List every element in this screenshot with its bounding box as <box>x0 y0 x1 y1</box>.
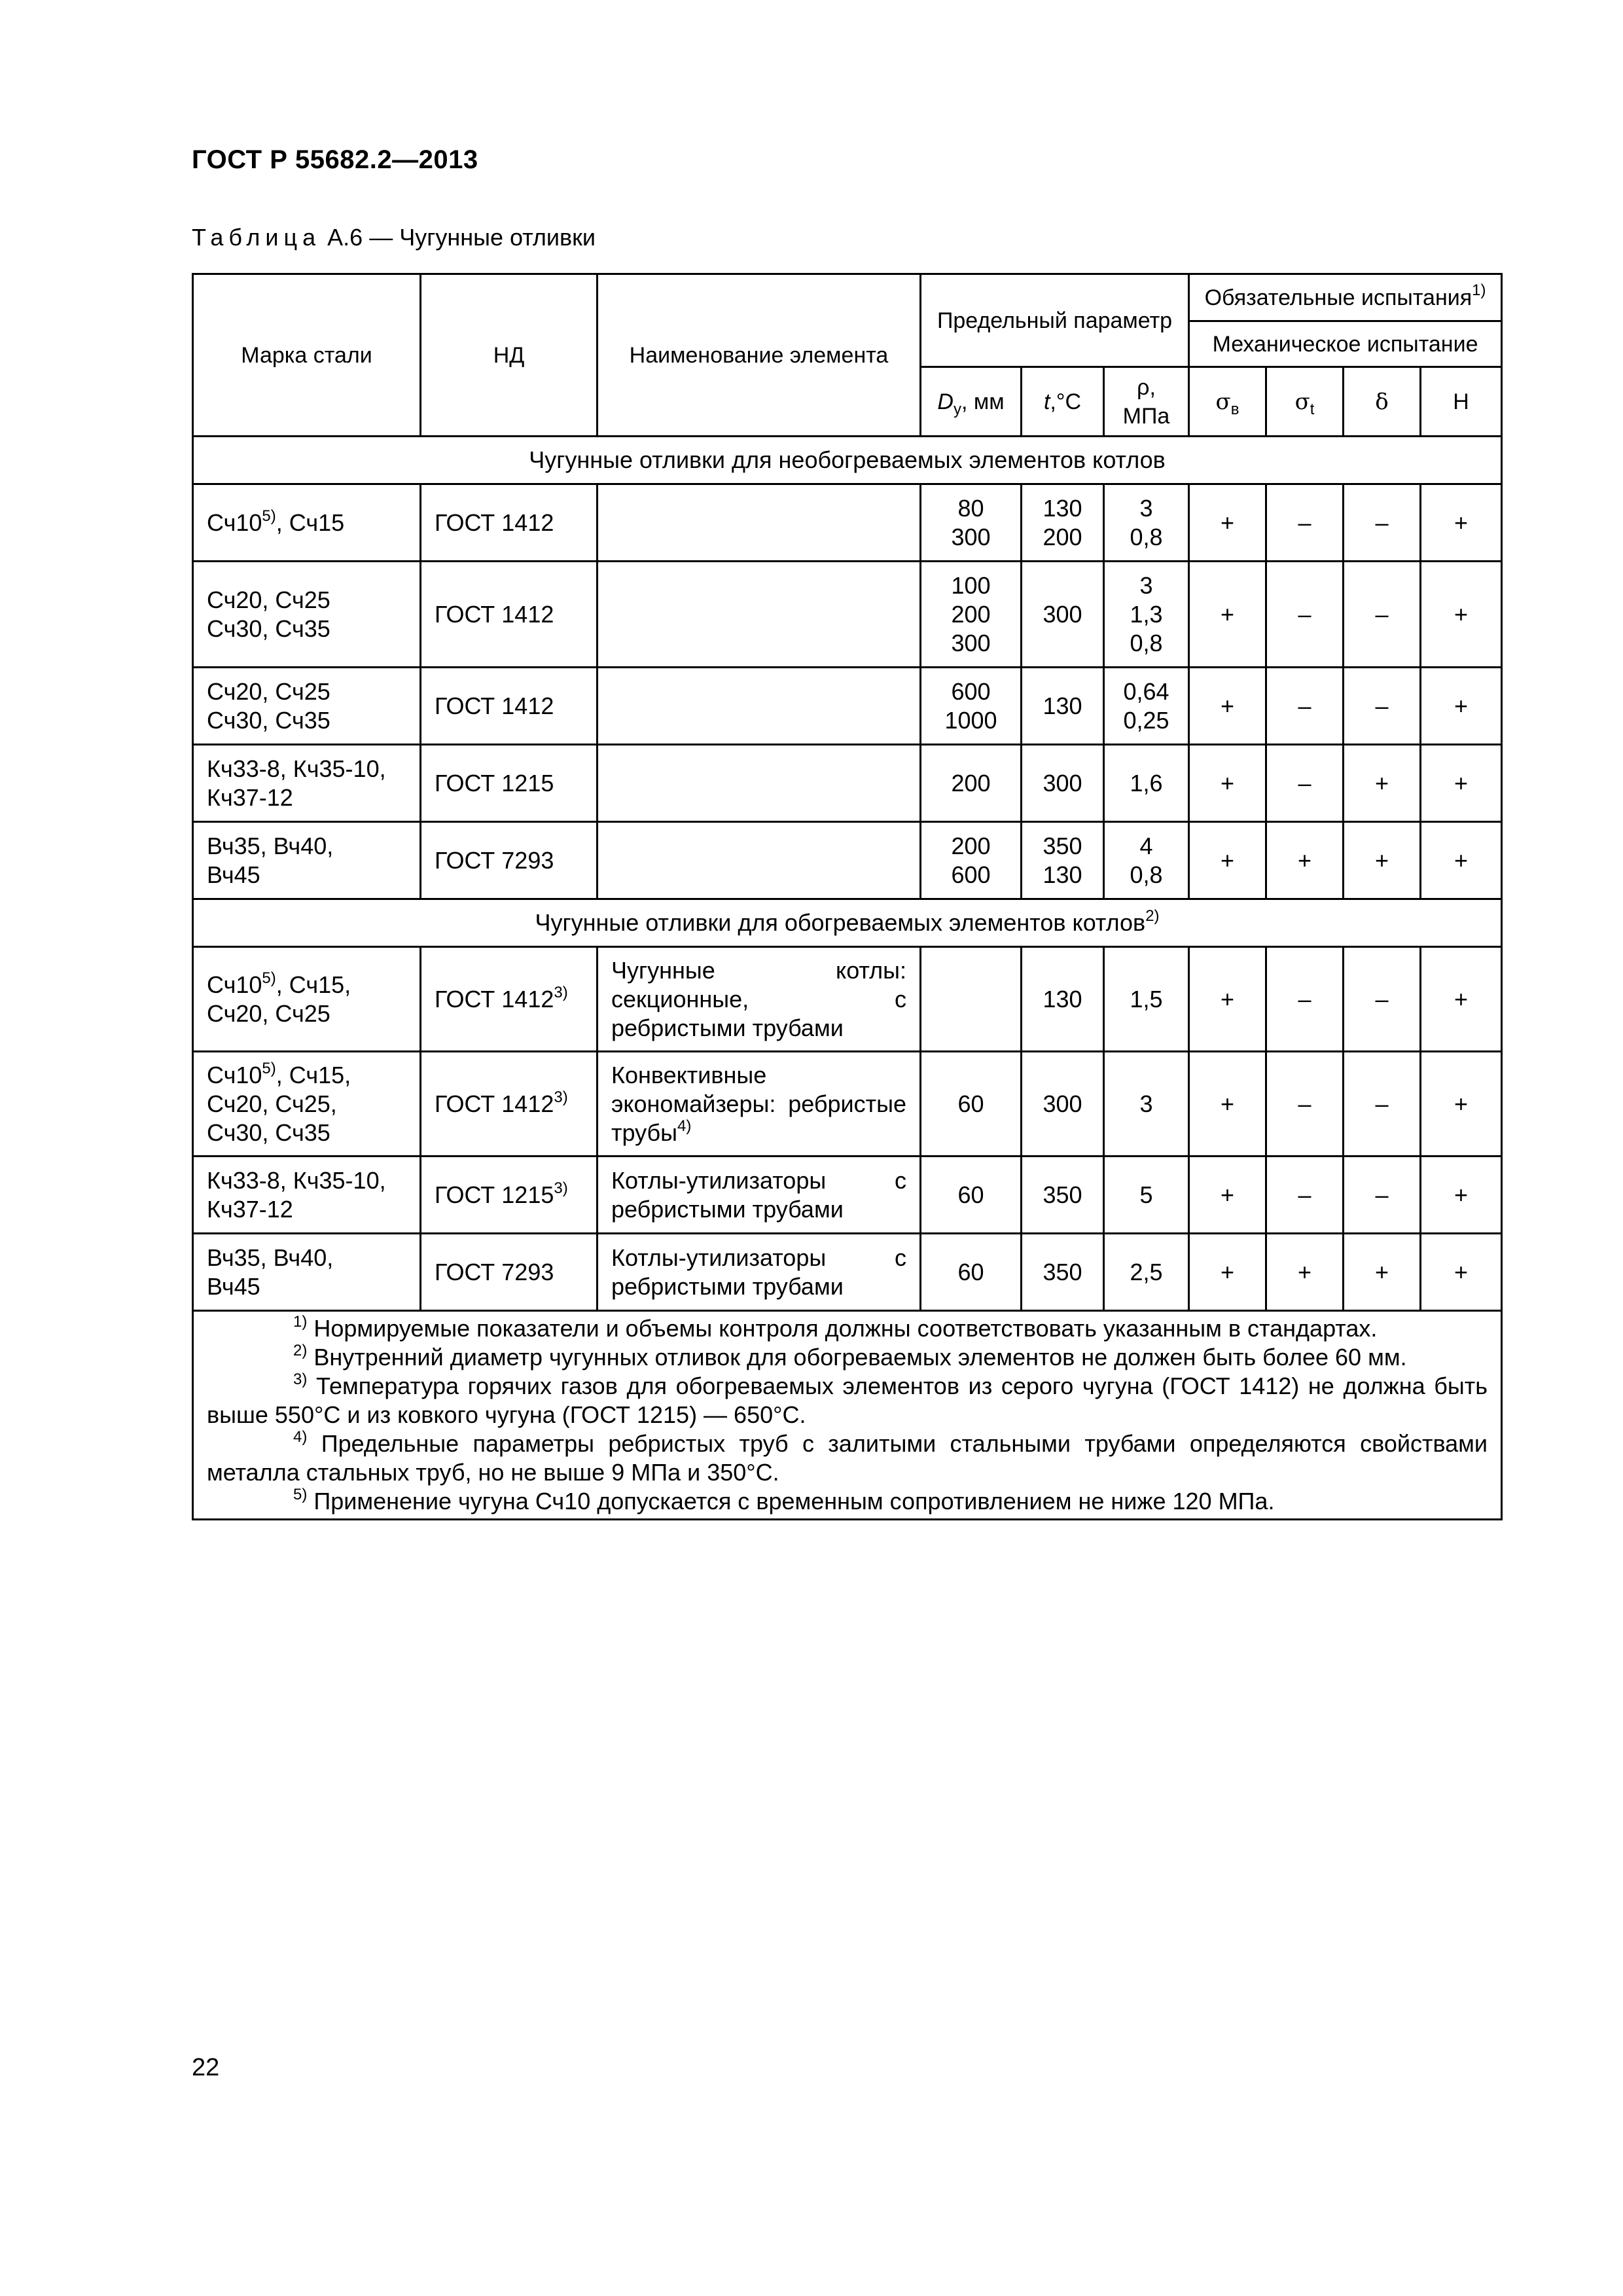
nd-text: ГОСТ 1412 <box>435 1090 554 1117</box>
cell-h: + <box>1421 668 1502 745</box>
table-caption <box>192 224 596 251</box>
cell-delta: + <box>1344 745 1421 822</box>
cell-sigma-t: – <box>1266 1157 1344 1234</box>
footnote-ref: 1) <box>1472 281 1486 300</box>
grade-text: , Сч15 <box>276 509 345 536</box>
cell-dy <box>921 745 1022 822</box>
cell-dy <box>921 484 1022 562</box>
header-element: Наименование элемента <box>597 274 921 437</box>
value-line: 80 <box>957 494 984 522</box>
value-line: 130 <box>1043 861 1082 888</box>
section-title-text: Чугунные отливки для обогреваемых элементов котлов <box>535 909 1146 936</box>
nd-text: ГОСТ 1412 <box>435 985 554 1013</box>
value-line: 0,8 <box>1130 861 1163 888</box>
cell-sigma-b: + <box>1189 484 1266 562</box>
cell-delta: – <box>1344 1157 1421 1234</box>
header-sigma-b <box>1189 367 1266 437</box>
value-line: 130 <box>1043 692 1082 719</box>
nd-text: ГОСТ 1215 <box>435 1181 554 1208</box>
cell-grade <box>193 1234 421 1311</box>
nd-text: ГОСТ 7293 <box>435 1258 554 1285</box>
cell-h: + <box>1421 745 1502 822</box>
footnote <box>207 1372 1488 1429</box>
header-sigma-b-symbol: σ <box>1215 388 1231 415</box>
table-row <box>193 1234 1502 1311</box>
cell-p: 5 <box>1104 1157 1189 1234</box>
footnote-text: Температура горячих газов для обогреваемых элементов из серого чугуна (ГОСТ 1412) не должна быть выше 550°С и из ковкого чугуна (ГОСТ 1215) — 650°С. <box>207 1372 1488 1428</box>
cell-element <box>597 1052 921 1157</box>
cell-h: + <box>1421 1234 1502 1311</box>
cell-dy: 60 <box>921 1052 1022 1157</box>
cell-element <box>597 668 921 745</box>
cell-nd: ГОСТ 1215 <box>421 745 597 822</box>
grade-text: Сч10 <box>207 971 262 998</box>
header-sigma-t <box>1266 367 1344 437</box>
cell-sigma-t: – <box>1266 484 1344 562</box>
header-mandatory-tests-text: Обязательные испытания <box>1204 285 1472 310</box>
value-line: 3 <box>1139 494 1153 522</box>
value-line: 350 <box>1043 832 1082 859</box>
header-mandatory-tests <box>1189 274 1502 321</box>
grade-line <box>207 1061 406 1090</box>
header-grade: Марка стали <box>193 274 421 437</box>
grade-line: Сч20, Сч25 <box>207 586 330 613</box>
cell-p <box>1104 822 1189 899</box>
cell-t <box>1022 745 1104 822</box>
cell-h: + <box>1421 562 1502 668</box>
cast-iron-table <box>192 273 1503 1520</box>
table-row <box>193 668 1502 745</box>
value-line: 1,3 <box>1130 600 1163 628</box>
footnote-mark: 5) <box>293 1486 308 1503</box>
grade-text: Сч10 <box>207 1061 262 1088</box>
footnote-ref: 5) <box>262 507 276 525</box>
value-line: 200 <box>951 600 991 628</box>
cell-element <box>597 562 921 668</box>
cell-sigma-b: + <box>1189 668 1266 745</box>
footnote-ref: 3) <box>554 983 568 1001</box>
cell-h: + <box>1421 484 1502 562</box>
cell-nd <box>421 1157 597 1234</box>
cell-nd <box>421 947 597 1052</box>
footnote-ref: 3) <box>554 1088 568 1106</box>
value-line: 300 <box>1043 600 1082 628</box>
element-text: Котлы-утилизаторы с ребристыми трубами <box>611 1244 906 1300</box>
cell-dy <box>921 668 1022 745</box>
value-line: 0,8 <box>1130 629 1163 656</box>
header-dy <box>921 367 1022 437</box>
grade-line <box>207 971 406 999</box>
cell-sigma-t: – <box>1266 947 1344 1052</box>
cell-nd: ГОСТ 1412 <box>421 484 597 562</box>
cell-dy <box>921 947 1022 1052</box>
footnote-mark: 3) <box>293 1371 308 1388</box>
footnote-mark: 4) <box>293 1428 308 1446</box>
cell-grade <box>193 745 421 822</box>
cell-p: 3 <box>1104 1052 1189 1157</box>
value-line: 300 <box>1043 769 1082 797</box>
footnote-text: Внутренний диаметр чугунных отливок для обогреваемых элементов не должен быть более 60 мм. <box>307 1344 1407 1371</box>
cell-sigma-b: + <box>1189 947 1266 1052</box>
grade-line: Кч33-8, Кч35-10, <box>207 1166 386 1194</box>
cell-t: 350 <box>1022 1157 1104 1234</box>
value-line: 0,25 <box>1123 706 1169 734</box>
cell-grade <box>193 562 421 668</box>
footnote-mark: 1) <box>293 1313 308 1331</box>
cell-dy: 60 <box>921 1234 1022 1311</box>
cell-dy <box>921 822 1022 899</box>
header-dy-unit: , мм <box>961 389 1005 414</box>
cell-nd: ГОСТ 1412 <box>421 562 597 668</box>
table-row <box>193 484 1502 562</box>
table-row <box>193 1157 1502 1234</box>
cell-element <box>597 484 921 562</box>
cell-sigma-t: + <box>1266 1234 1344 1311</box>
element-text: Конвективные экономайзеры: ребристые трубы <box>611 1061 906 1146</box>
footnote <box>207 1314 1488 1343</box>
cell-element <box>597 1234 921 1311</box>
header-limit-param: Предельный параметр <box>921 274 1189 367</box>
page-number: 22 <box>192 2054 220 2081</box>
cell-h: + <box>1421 947 1502 1052</box>
cell-sigma-b: + <box>1189 562 1266 668</box>
cell-delta: – <box>1344 1052 1421 1157</box>
cell-nd: ГОСТ 7293 <box>421 822 597 899</box>
grade-text: Сч10 <box>207 509 262 536</box>
table-row <box>193 822 1502 899</box>
cell-h: + <box>1421 822 1502 899</box>
grade-line: Кч37-12 <box>207 783 293 811</box>
footnote <box>207 1343 1488 1372</box>
cell-dy: 60 <box>921 1157 1022 1234</box>
header-p-symbol: ρ, <box>1137 374 1156 400</box>
caption-label: Таблица <box>192 224 321 251</box>
footnote-mark: 2) <box>293 1342 308 1359</box>
cell-sigma-t: – <box>1266 745 1344 822</box>
table-row <box>193 1052 1502 1157</box>
table-row <box>193 947 1502 1052</box>
header-sigma-t-subscript: t <box>1310 400 1315 418</box>
document-header: ГОСТ Р 55682.2—2013 <box>192 145 478 174</box>
header-sigma-t-symbol: σ <box>1294 388 1310 415</box>
header-nd: НД <box>421 274 597 437</box>
grade-text: , Сч15, <box>276 1061 351 1088</box>
cell-t: 350 <box>1022 1234 1104 1311</box>
cell-sigma-b: + <box>1189 745 1266 822</box>
grade-text: , Сч15, <box>276 971 351 998</box>
cell-delta: + <box>1344 1234 1421 1311</box>
cell-sigma-b: + <box>1189 1157 1266 1234</box>
cell-element <box>597 822 921 899</box>
cell-t <box>1022 822 1104 899</box>
table-row <box>193 562 1502 668</box>
cell-t: 130 <box>1022 947 1104 1052</box>
header-sigma-b-subscript: в <box>1230 400 1240 418</box>
footnote-ref: 5) <box>262 1059 276 1077</box>
cell-delta: – <box>1344 947 1421 1052</box>
cell-h: + <box>1421 1052 1502 1157</box>
section-title-unheated: Чугунные отливки для необогреваемых элементов котлов <box>193 437 1502 484</box>
grade-line: Сч30, Сч35 <box>207 1119 330 1146</box>
element-text: Котлы-утилизаторы с ребристыми трубами <box>611 1166 906 1223</box>
cell-p <box>1104 562 1189 668</box>
grade-line: Сч20, Сч25 <box>207 677 330 705</box>
value-line: 1000 <box>944 706 997 734</box>
cell-grade <box>193 1052 421 1157</box>
value-line: 600 <box>951 677 991 705</box>
cell-delta: + <box>1344 822 1421 899</box>
value-line: 200 <box>951 769 991 797</box>
header-t <box>1022 367 1104 437</box>
footnote-ref: 3) <box>554 1179 568 1197</box>
header-p-unit: МПа <box>1122 403 1170 429</box>
grade-line: Вч35, Вч40, <box>207 1244 334 1271</box>
grade-line: Сч20, Сч25 <box>207 999 330 1027</box>
value-line: 200 <box>951 832 991 859</box>
cell-sigma-b: + <box>1189 1234 1266 1311</box>
cell-dy <box>921 562 1022 668</box>
footnote-text: Предельные параметры ребристых труб с залитыми стальными трубами определяются свойствами металла стальных труб, но не выше 9 МПа и 350°С. <box>207 1430 1488 1486</box>
grade-line: Кч33-8, Кч35-10, <box>207 755 386 782</box>
cell-p <box>1104 745 1189 822</box>
cell-delta: – <box>1344 484 1421 562</box>
value-line: 200 <box>1043 523 1082 550</box>
value-line: 130 <box>1043 494 1082 522</box>
cell-nd <box>421 1052 597 1157</box>
cell-sigma-b: + <box>1189 1052 1266 1157</box>
cell-t: 300 <box>1022 1052 1104 1157</box>
footnote-text: Применение чугуна Сч10 допускается с временным сопротивлением не ниже 120 МПа. <box>307 1488 1275 1515</box>
grade-line: Сч30, Сч35 <box>207 615 330 642</box>
cell-grade <box>193 484 421 562</box>
value-line: 300 <box>951 523 991 550</box>
cell-h: + <box>1421 1157 1502 1234</box>
cell-nd: ГОСТ 1412 <box>421 668 597 745</box>
cell-delta: – <box>1344 562 1421 668</box>
table-row <box>193 745 1502 822</box>
footnote-ref: 2) <box>1145 907 1160 925</box>
header-t-symbol: t <box>1043 389 1050 414</box>
footnote <box>207 1429 1488 1487</box>
value-line: 0,64 <box>1123 677 1169 705</box>
footnotes-block <box>193 1311 1502 1520</box>
cell-p: 1,5 <box>1104 947 1189 1052</box>
caption-text: А.6 — Чугунные отливки <box>321 224 596 251</box>
cell-grade <box>193 822 421 899</box>
footnote-ref: 4) <box>677 1117 692 1135</box>
grade-line: Вч45 <box>207 1272 260 1300</box>
value-line: 100 <box>951 571 991 599</box>
value-line: 600 <box>951 861 991 888</box>
value-line: 300 <box>951 629 991 656</box>
cell-element <box>597 745 921 822</box>
value-line: 3 <box>1139 571 1153 599</box>
cell-sigma-t: + <box>1266 822 1344 899</box>
cell-t <box>1022 484 1104 562</box>
header-mech-test: Механическое испытание <box>1189 321 1502 367</box>
footnote-ref: 5) <box>262 969 276 987</box>
cell-element <box>597 1157 921 1234</box>
cell-sigma-t: – <box>1266 562 1344 668</box>
cell-p <box>1104 484 1189 562</box>
value-line: 0,8 <box>1130 523 1163 550</box>
cell-grade <box>193 947 421 1052</box>
cell-grade <box>193 1157 421 1234</box>
header-h: Н <box>1421 367 1502 437</box>
header-dy-subscript: у <box>953 400 961 418</box>
cell-delta: – <box>1344 668 1421 745</box>
cell-t <box>1022 668 1104 745</box>
cell-sigma-t: – <box>1266 1052 1344 1157</box>
cell-sigma-t: – <box>1266 668 1344 745</box>
cell-p: 2,5 <box>1104 1234 1189 1311</box>
cell-t <box>1022 562 1104 668</box>
header-delta: δ <box>1344 367 1421 437</box>
section-title-heated <box>193 899 1502 947</box>
grade-line: Вч45 <box>207 861 260 888</box>
cell-sigma-b: + <box>1189 822 1266 899</box>
cell-grade <box>193 668 421 745</box>
grade-line: Сч30, Сч35 <box>207 706 330 734</box>
grade-line: Вч35, Вч40, <box>207 832 334 859</box>
header-p <box>1104 367 1189 437</box>
value-line: 4 <box>1139 832 1153 859</box>
header-t-unit: ,°C <box>1050 389 1082 414</box>
footnote <box>207 1487 1488 1516</box>
cell-nd <box>421 1234 597 1311</box>
value-line: 1,6 <box>1130 769 1163 797</box>
grade-line: Сч20, Сч25, <box>207 1090 337 1117</box>
grade-line: Кч37-12 <box>207 1195 293 1223</box>
header-dy-symbol: D <box>937 389 954 414</box>
element-text: Чугунные котлы: секционные, с ребристыми трубами <box>611 956 906 1041</box>
footnote-text: Нормируемые показатели и объемы контроля должны соответствовать указанным в стандартах. <box>307 1315 1378 1342</box>
cell-p <box>1104 668 1189 745</box>
cell-element <box>597 947 921 1052</box>
